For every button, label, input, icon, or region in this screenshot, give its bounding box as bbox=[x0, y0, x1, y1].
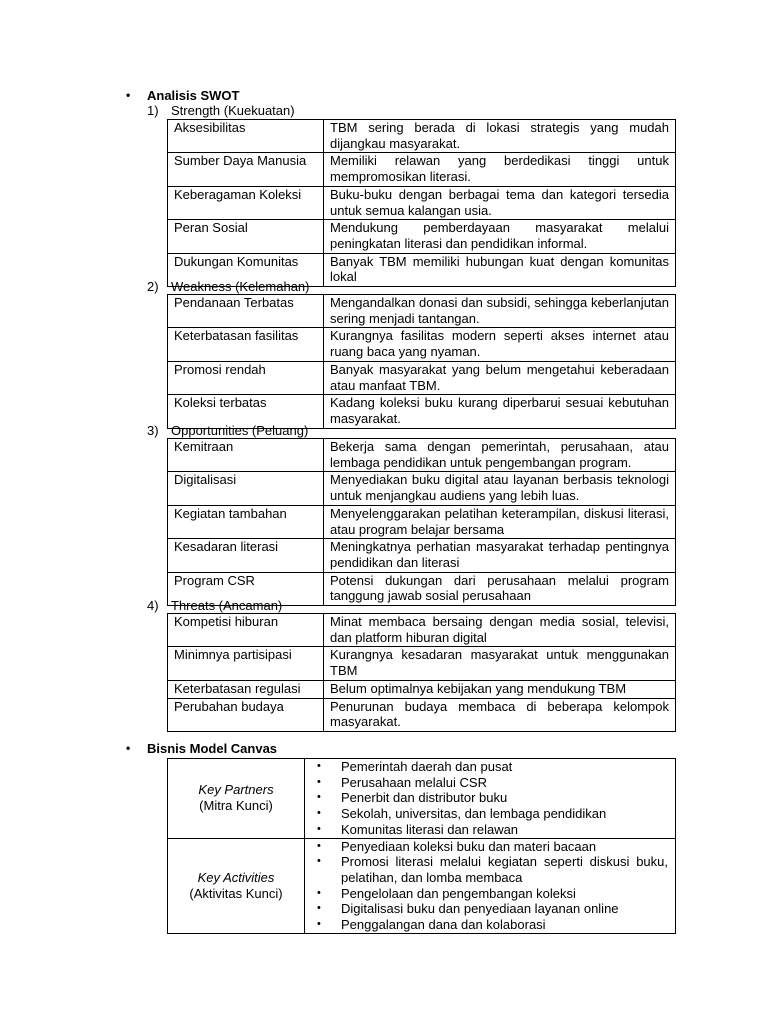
description-cell: Minat membaca bersaing dengan media sosial, televisi, dan platform hiburan digital bbox=[324, 614, 676, 647]
list-item-text: Sekolah, universitas, dan lembaga pendidikan bbox=[341, 806, 607, 822]
bullet-icon: • bbox=[317, 807, 321, 820]
factor-cell: Minimnya partisipasi bbox=[168, 647, 324, 680]
section-number: 3) bbox=[147, 423, 159, 438]
table-row bbox=[168, 295, 676, 328]
description-cell: Bekerja sama dengan pemerintah, perusahaan, atau lembaga pendidikan untuk pengembangan program. bbox=[324, 439, 676, 472]
list-item-text: Pemerintah daerah dan pusat bbox=[341, 759, 513, 774]
bullet-icon: • bbox=[317, 886, 321, 899]
swot-heading-text: Analisis SWOT bbox=[147, 88, 240, 103]
bmc-label-id: (Aktivitas Kunci) bbox=[189, 885, 283, 901]
table-row bbox=[168, 680, 676, 698]
list-item bbox=[305, 886, 668, 902]
table-row bbox=[168, 186, 676, 219]
description-cell: Mengandalkan donasi dan subsidi, sehingga keberlanjutan sering menjadi tantangan. bbox=[324, 295, 676, 328]
list-item-text: Promosi literasi melalui kegiatan seperti diskusi buku, pelatihan, dan lomba membaca bbox=[341, 854, 668, 885]
section-number: 4) bbox=[147, 598, 159, 613]
bullet-icon: • bbox=[317, 760, 321, 772]
list-item-text: Digitalisasi buku dan penyediaan layanan online bbox=[341, 901, 619, 917]
factor-cell: Promosi rendah bbox=[168, 361, 324, 394]
section-number: 2) bbox=[147, 279, 159, 294]
table-row bbox=[168, 539, 676, 572]
section-title-text: Strength (Kuekuatan) bbox=[171, 103, 295, 118]
table-row bbox=[168, 439, 676, 472]
description-cell: Kurangnya kesadaran masyarakat untuk menggunakan TBM bbox=[324, 647, 676, 680]
list-item bbox=[305, 775, 668, 791]
section-number: 1) bbox=[147, 103, 159, 118]
description-cell: Kadang koleksi buku kurang diperbarui sesuai kebutuhan masyarakat. bbox=[324, 395, 676, 428]
bullet-icon: • bbox=[317, 855, 321, 868]
description-cell: Meningkatnya perhatian masyarakat terhadap pentingnya pendidikan dan literasi bbox=[324, 539, 676, 572]
bullet-icon: • bbox=[126, 741, 131, 755]
factor-cell: Kegiatan tambahan bbox=[168, 505, 324, 538]
list-item-text: Komunitas literasi dan relawan bbox=[341, 821, 519, 837]
table-row bbox=[168, 153, 676, 186]
table-row bbox=[168, 220, 676, 253]
factor-cell: Kesadaran literasi bbox=[168, 539, 324, 572]
bmc-label-en: Key Activities bbox=[197, 869, 275, 885]
factor-cell: Sumber Daya Manusia bbox=[168, 153, 324, 186]
factor-cell: Kompetisi hiburan bbox=[168, 614, 324, 647]
bullet-icon: • bbox=[317, 902, 321, 915]
description-cell: Menyelenggarakan pelatihan keterampilan, diskusi literasi, atau program belajar bersama bbox=[324, 505, 676, 538]
list-item-text: Pengelolaan dan pengembangan koleksi bbox=[341, 885, 576, 901]
bmc-row-key-activities bbox=[168, 838, 676, 933]
list-item-text: Penyediaan koleksi buku dan materi bacaan bbox=[341, 838, 597, 854]
section-title-strength bbox=[147, 103, 295, 118]
table-row bbox=[168, 647, 676, 680]
description-cell: Banyak TBM memiliki hubungan kuat dengan komunitas lokal bbox=[324, 253, 676, 286]
section-title-opportunities bbox=[147, 423, 308, 438]
list-item bbox=[305, 901, 668, 917]
bmc-items-cell bbox=[305, 838, 676, 933]
section-title-text: Threats (Ancaman) bbox=[171, 598, 283, 613]
description-cell: Penurunan budaya membaca di beberapa kelompok masyarakat. bbox=[324, 698, 676, 731]
list-item bbox=[305, 839, 668, 855]
section-title-text: Opportunities (Peluang) bbox=[171, 423, 309, 438]
bmc-label-en: Key Partners bbox=[198, 782, 274, 798]
description-cell: Belum optimalnya kebijakan yang mendukung TBM bbox=[324, 680, 676, 698]
swot-table-strength bbox=[167, 119, 676, 287]
list-item bbox=[305, 759, 668, 775]
description-cell: Potensi dukungan dari perusahaan melalui program tanggung jawab sosial perusahaan bbox=[324, 572, 676, 605]
factor-cell: Program CSR bbox=[168, 572, 324, 605]
bmc-table bbox=[167, 758, 676, 934]
section-title-weakness bbox=[147, 279, 310, 294]
swot-table-weakness bbox=[167, 294, 676, 429]
table-row bbox=[168, 472, 676, 505]
bullet-icon: • bbox=[317, 791, 321, 804]
factor-cell: Keterbatasan regulasi bbox=[168, 680, 324, 698]
factor-cell: Peran Sosial bbox=[168, 220, 324, 253]
table-row bbox=[168, 120, 676, 153]
table-row bbox=[168, 614, 676, 647]
section-title-text: Weakness (Kelemahan) bbox=[171, 279, 310, 294]
factor-cell: Kemitraan bbox=[168, 439, 324, 472]
list-item-text: Penerbit dan distributor buku bbox=[341, 790, 508, 806]
bmc-heading-text: Bisnis Model Canvas bbox=[147, 741, 278, 756]
swot-table-threats bbox=[167, 613, 676, 732]
list-item-text: Perusahaan melalui CSR bbox=[341, 774, 487, 790]
bmc-label-id: (Mitra Kunci) bbox=[199, 798, 273, 814]
factor-cell: Keterbatasan fasilitas bbox=[168, 328, 324, 361]
description-cell: Buku-buku dengan berbagai tema dan kategori tersedia untuk semua kalangan usia. bbox=[324, 186, 676, 219]
bmc-item-list bbox=[305, 759, 675, 838]
bullet-icon: • bbox=[317, 918, 321, 931]
bullet-icon: • bbox=[317, 775, 321, 788]
bmc-row-key-partners bbox=[168, 759, 676, 839]
list-item bbox=[305, 822, 668, 838]
bmc-label-cell bbox=[168, 759, 305, 839]
factor-cell: Perubahan budaya bbox=[168, 698, 324, 731]
description-cell: Menyediakan buku digital atau layanan berbasis teknologi untuk menjangkau audiens yang lebih luas. bbox=[324, 472, 676, 505]
bullet-icon: • bbox=[126, 88, 131, 102]
table-row bbox=[168, 698, 676, 731]
description-cell: Kurangnya fasilitas modern seperti akses internet atau ruang baca yang nyaman. bbox=[324, 328, 676, 361]
factor-cell: Koleksi terbatas bbox=[168, 395, 324, 428]
table-row bbox=[168, 328, 676, 361]
factor-cell: Keberagaman Koleksi bbox=[168, 186, 324, 219]
list-item bbox=[305, 790, 668, 806]
factor-cell: Aksesibilitas bbox=[168, 120, 324, 153]
bmc-label-cell bbox=[168, 838, 305, 933]
description-cell: TBM sering berada di lokasi strategis yang mudah dijangkau masyarakat. bbox=[324, 120, 676, 153]
description-cell: Mendukung pemberdayaan masyarakat melalui peningkatan literasi dan pendidikan informal. bbox=[324, 220, 676, 253]
list-item bbox=[305, 917, 668, 933]
list-item bbox=[305, 854, 668, 885]
bullet-icon: • bbox=[317, 822, 321, 835]
description-cell: Memiliki relawan yang berdedikasi tinggi untuk mempromosikan literasi. bbox=[324, 153, 676, 186]
factor-cell: Dukungan Komunitas bbox=[168, 253, 324, 286]
bmc-items-cell bbox=[305, 759, 676, 839]
list-item bbox=[305, 806, 668, 822]
bmc-item-list bbox=[305, 839, 675, 933]
swot-table-opportunities bbox=[167, 438, 676, 606]
bullet-icon: • bbox=[317, 839, 321, 852]
table-row bbox=[168, 361, 676, 394]
list-item-text: Penggalangan dana dan kolaborasi bbox=[341, 917, 546, 933]
table-row bbox=[168, 505, 676, 538]
factor-cell: Pendanaan Terbatas bbox=[168, 295, 324, 328]
section-title-threats bbox=[147, 598, 282, 613]
factor-cell: Digitalisasi bbox=[168, 472, 324, 505]
description-cell: Banyak masyarakat yang belum mengetahui keberadaan atau manfaat TBM. bbox=[324, 361, 676, 394]
